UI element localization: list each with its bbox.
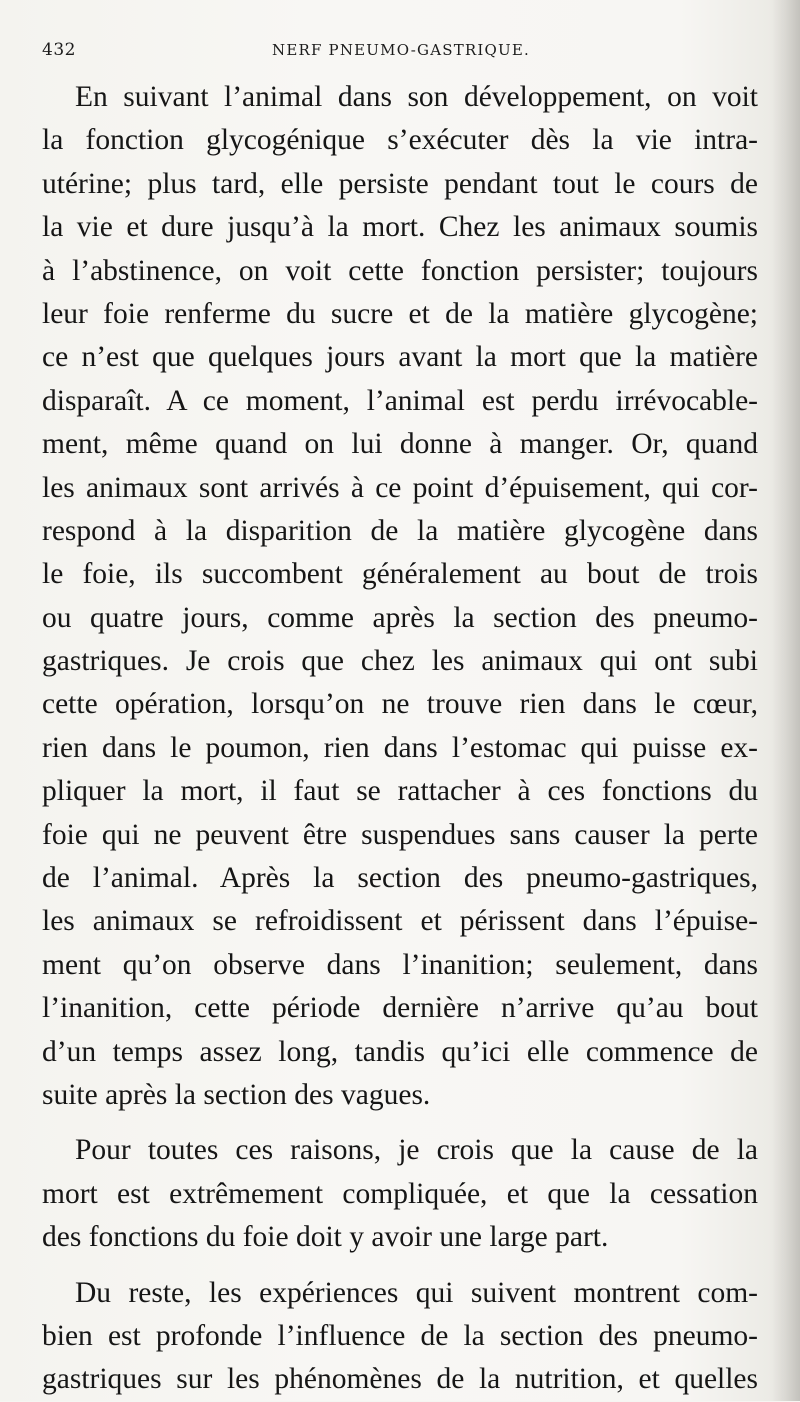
text-line: ment, même quand on lui donne à manger. Or, quand — [42, 428, 758, 461]
text-line: les animaux sont arrivés à ce point d’épuisement, qui cor- — [42, 471, 758, 504]
text-line: gastriques. Je crois que chez les animaux qui ont subi — [42, 645, 758, 678]
paragraph — [42, 1272, 758, 1402]
text-line: ment qu’on observe dans l’inanition; seulement, dans — [42, 948, 758, 981]
text-line: de l’animal. Après la section des pneumo-gastriques, — [42, 862, 758, 895]
text-line: ce n’est que quelques jours avant la mort que la matière — [42, 341, 758, 374]
text-line: gastriques sur les phénomènes de la nutrition, et quelles — [42, 1363, 758, 1396]
running-title: NERF PNEUMO-GASTRIQUE. — [272, 41, 530, 59]
text-line: la vie et dure jusqu’à la mort. Chez les animaux soumis — [42, 211, 758, 244]
text-line: respond à la disparition de la matière glycogène dans — [42, 514, 758, 547]
text-line: ou quatre jours, comme après la section des pneumo- — [42, 601, 758, 634]
paragraph — [42, 1129, 758, 1259]
text-line: à l’abstinence, on voit cette fonction persister; toujours — [42, 254, 758, 287]
text-line: Du reste, les expériences qui suivent montrent com- — [75, 1276, 758, 1309]
text-line: des fonctions du foie doit y avoir une large part. — [42, 1221, 609, 1254]
text-line: pliquer la mort, il faut se rattacher à ces fonctions du — [42, 775, 758, 808]
text-line: le foie, ils succombent généralement au bout de trois — [42, 558, 758, 591]
page-header — [42, 38, 760, 64]
text-line: bien est profonde l’influence de la section des pneumo- — [42, 1319, 758, 1352]
paragraph-gap — [42, 1117, 758, 1129]
text-line: disparaît. A ce moment, l’animal est perdu irrévocable- — [42, 384, 758, 417]
paragraph-gap — [42, 1260, 758, 1272]
text-line: mort est extrêmement compliquée, et que la cessation — [42, 1177, 758, 1210]
body-text — [42, 76, 758, 1402]
text-line: suite après la section des vagues. — [42, 1078, 431, 1111]
paragraph — [42, 76, 758, 1117]
text-line: foie qui ne peuvent être suspendues sans causer la perte — [42, 818, 758, 851]
text-line: utérine; plus tard, elle persiste pendant tout le cours de — [42, 167, 758, 200]
text-line: cette opération, lorsqu’on ne trouve rien dans le cœur, — [42, 688, 758, 721]
text-line: rien dans le poumon, rien dans l’estomac qui puisse ex- — [42, 731, 758, 764]
text-line: d’un temps assez long, tandis qu’ici elle commence de — [42, 1035, 758, 1068]
text-line: la fonction glycogénique s’exécuter dès la vie intra- — [42, 124, 758, 157]
page-edge-shadow — [772, 0, 800, 1401]
text-line: leur foie renferme du sucre et de la matière glycogène; — [42, 297, 758, 330]
page-number: 432 — [42, 40, 76, 60]
text-line: les animaux se refroidissent et périssent dans l’épuise- — [42, 905, 758, 938]
text-line: Pour toutes ces raisons, je crois que la cause de la — [75, 1134, 758, 1167]
text-line: En suivant l’animal dans son développement, on voit — [75, 81, 758, 113]
text-line: l’inanition, cette période dernière n’arrive qu’au bout — [42, 992, 758, 1025]
